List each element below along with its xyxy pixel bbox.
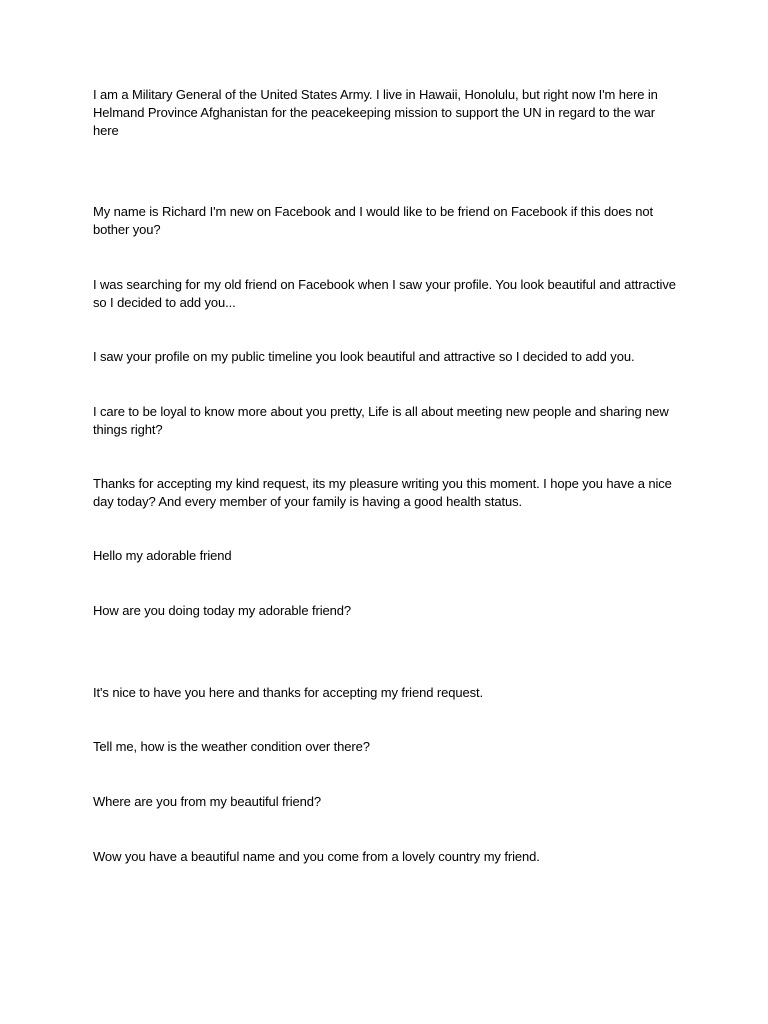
paragraph-name-richard: My name is Richard I'm new on Facebook and I would like to be friend on Facebook if this does not bother you? — [93, 204, 654, 237]
paragraph-thanks-for-accepting: Thanks for accepting my kind request, its my pleasure writing you this moment. I hope you have a nice day today? And every member of your family is having a good health status. — [93, 476, 672, 509]
paragraph-where-from: Where are you from my beautiful friend? — [93, 794, 322, 809]
paragraph-searching-old-friend: I was searching for my old friend on Facebook when I saw your profile. You look beautiful and attractive so I decided to add you... — [93, 277, 676, 310]
paragraph-care-to-be-loyal: I care to be loyal to know more about you pretty, Life is all about meeting new people and sharing new things right? — [93, 404, 669, 437]
paragraph-weather: Tell me, how is the weather condition over there? — [93, 739, 370, 754]
paragraph-how-are-you: How are you doing today my adorable friend? — [93, 603, 352, 618]
paragraph-military-general: I am a Military General of the United States Army. I live in Hawaii, Honolulu, but right now I'm here in Helmand Province Afghanistan for the peacekeeping mission to support the UN in regard to the war here — [93, 87, 658, 138]
paragraph-nice-to-have-you: It's nice to have you here and thanks for accepting my friend request. — [93, 685, 484, 700]
paragraph-public-timeline: I saw your profile on my public timeline you look beautiful and attractive so I decided to add you. — [93, 349, 635, 364]
paragraph-beautiful-name: Wow you have a beautiful name and you come from a lovely country my friend. — [93, 849, 540, 864]
paragraph-hello-friend: Hello my adorable friend — [93, 548, 232, 563]
